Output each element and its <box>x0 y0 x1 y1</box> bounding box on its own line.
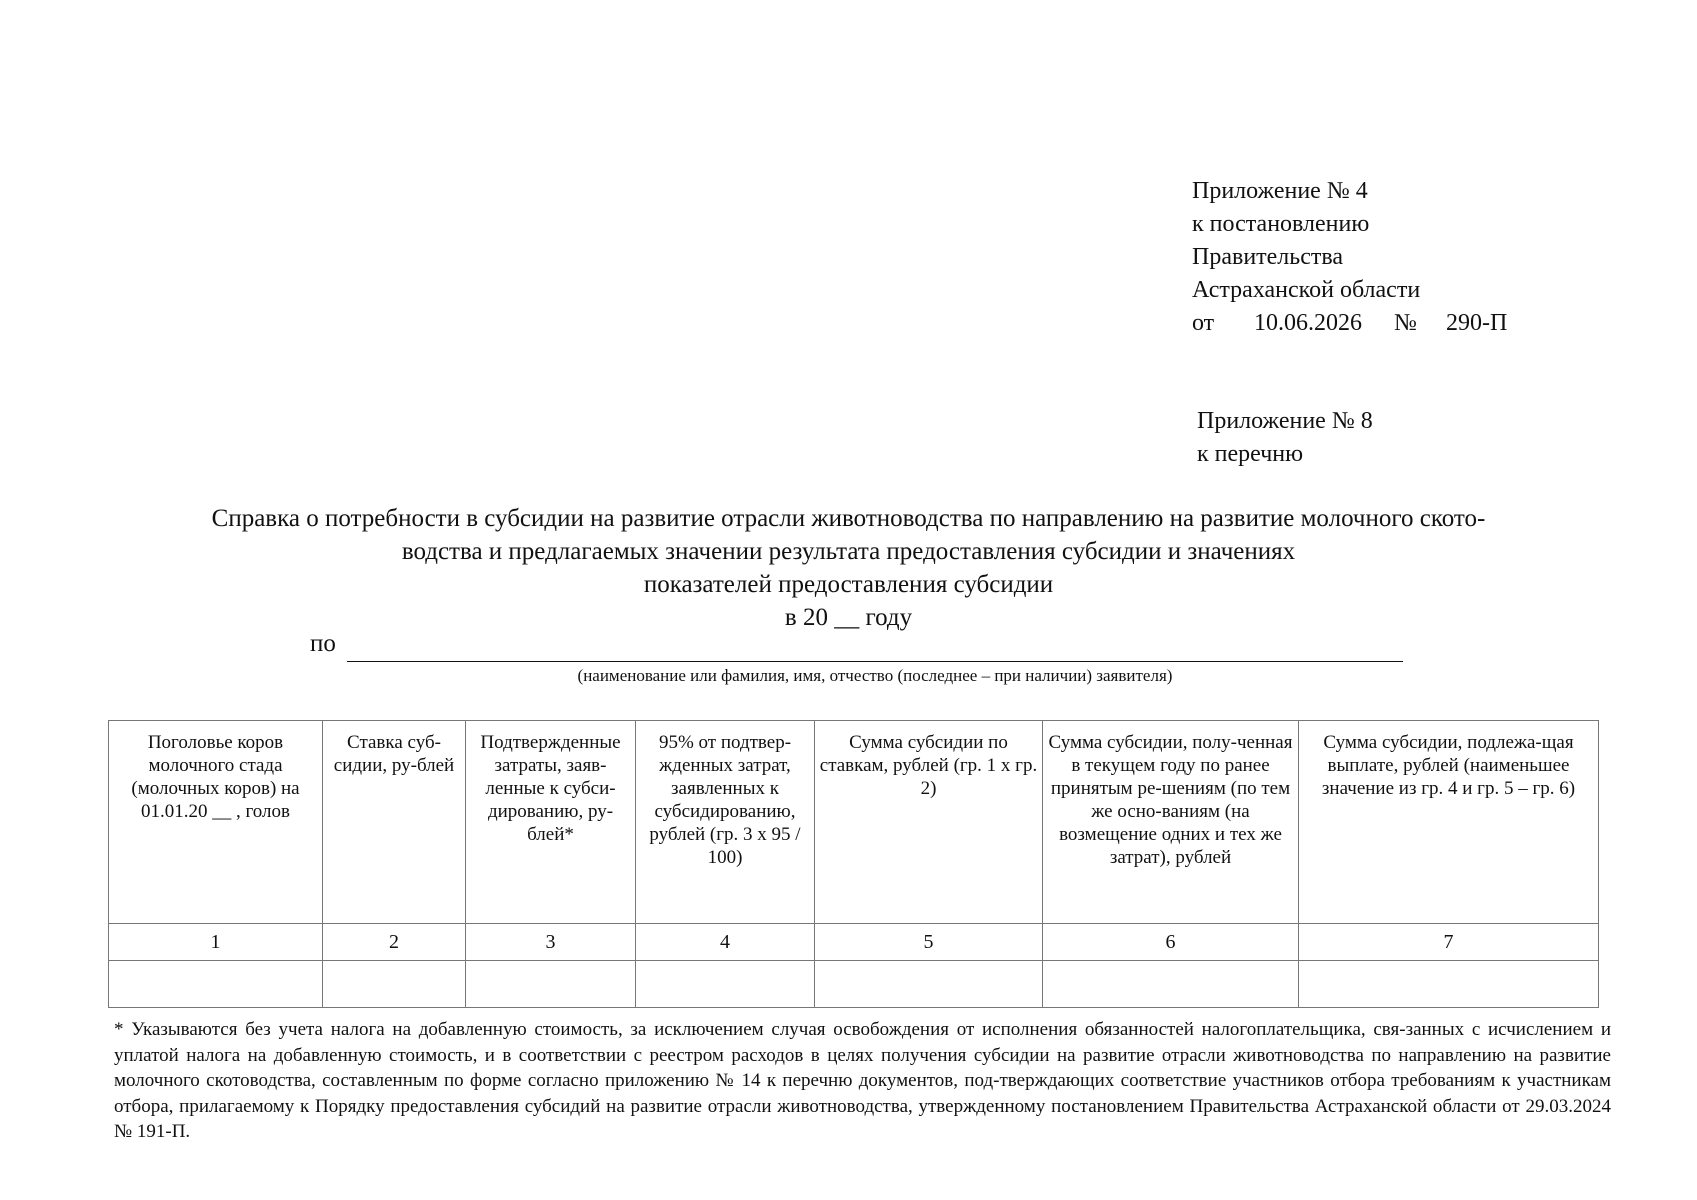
appendix-4-region: Астраханской области <box>1192 277 1421 303</box>
table-header-row <box>109 721 1599 924</box>
title-line-1: Справка о потребности в субсидии на развитие отрасли животноводства по направлению на развитие молочного ското- <box>211 505 1486 532</box>
title-line-3: показателей предоставления субсидии <box>643 571 1054 598</box>
applicant-prefix: по <box>310 630 336 657</box>
header-col-5: Сумма субсидии по ставкам, рублей (гр. 1 х гр. 2) <box>815 721 1043 924</box>
table-number-row <box>109 924 1599 961</box>
header-col-7: Сумма субсидии, подлежа-щая выплате, рублей (наименьшее значение из гр. 4 и гр. 5 – гр. 6) <box>1299 721 1599 924</box>
appendix-4-to-resolution: к постановлению <box>1192 211 1370 237</box>
resolution-number: 290-П <box>1446 310 1508 336</box>
col-number-7: 7 <box>1299 924 1599 961</box>
number-sign: № <box>1394 310 1417 336</box>
appendix-4-government: Правительства <box>1192 244 1344 270</box>
header-col-6: Сумма субсидии, полу-ченная в текущем году по ранее принятым ре-шениям (по тем же осно-ваниям (на возмещение одних и тех же затрат), рублей <box>1043 721 1299 924</box>
subsidy-table <box>108 720 1599 1008</box>
data-cell-5[interactable] <box>815 961 1043 1008</box>
document-title <box>100 502 1597 634</box>
col-number-2: 2 <box>323 924 466 961</box>
data-cell-7[interactable] <box>1299 961 1599 1008</box>
title-line-2: водства и предлагаемых значении результата предоставления субсидии и значениях <box>401 538 1296 565</box>
appendix-8-title: Приложение № 8 <box>1197 408 1373 434</box>
col-number-3: 3 <box>466 924 636 961</box>
appendix-8-to-list: к перечню <box>1197 441 1304 467</box>
col-number-4: 4 <box>636 924 815 961</box>
table-data-row <box>109 961 1599 1008</box>
applicant-field-hint: (наименование или фамилия, имя, отчество (последнее – при наличии) заявителя) <box>577 666 1173 685</box>
data-cell-4[interactable] <box>636 961 815 1008</box>
date-prefix: от <box>1192 310 1215 336</box>
appendix-8-block <box>1197 405 1617 471</box>
appendix-4-block <box>1192 175 1652 340</box>
title-line-4: в 20 __ году <box>784 604 913 631</box>
col-number-6: 6 <box>1043 924 1299 961</box>
appendix-4-title: Приложение № 4 <box>1192 178 1368 204</box>
header-col-4: 95% от подтвер-жденных затрат, заявленных к субсидированию, рублей (гр. 3 х 95 / 100) <box>636 721 815 924</box>
resolution-date: 10.06.2026 <box>1254 310 1362 336</box>
applicant-name-field[interactable] <box>347 661 1403 662</box>
data-cell-1[interactable] <box>109 961 323 1008</box>
data-cell-3[interactable] <box>466 961 636 1008</box>
header-col-1: Поголовье коров молочного стада (молочных коров) на 01.01.20 __ , голов <box>109 721 323 924</box>
header-col-2: Ставка суб-сидии, ру-блей <box>323 721 466 924</box>
appendix-4-date-line <box>1192 307 1652 340</box>
footnote: * Указываются без учета налога на добавленную стоимость, за исключением случая освобождения от исполнения обязанностей налогоплательщика, свя-занных с исчислением и уплатой налога на добавленную стоимость, и в соответствии с реестром расходов в целях получения субсидии на развитие отрасли животноводства по направлению на развитие молочного скотоводства, составленным по форме согласно приложению № 14 к перечню документов, под-тверждающих соответствие участников отбора требованиям к участникам отбора, прилагаемому к Порядку предоставления субсидий на развитие отрасли животноводства, утвержденному постановлением Правительства Астраханской области от 29.03.2024 № 191-П. <box>114 1019 1611 1142</box>
data-cell-6[interactable] <box>1043 961 1299 1008</box>
header-col-3: Подтвержденные затраты, заяв-ленные к субси-дированию, ру-блей* <box>466 721 636 924</box>
col-number-5: 5 <box>815 924 1043 961</box>
data-cell-2[interactable] <box>323 961 466 1008</box>
col-number-1: 1 <box>109 924 323 961</box>
